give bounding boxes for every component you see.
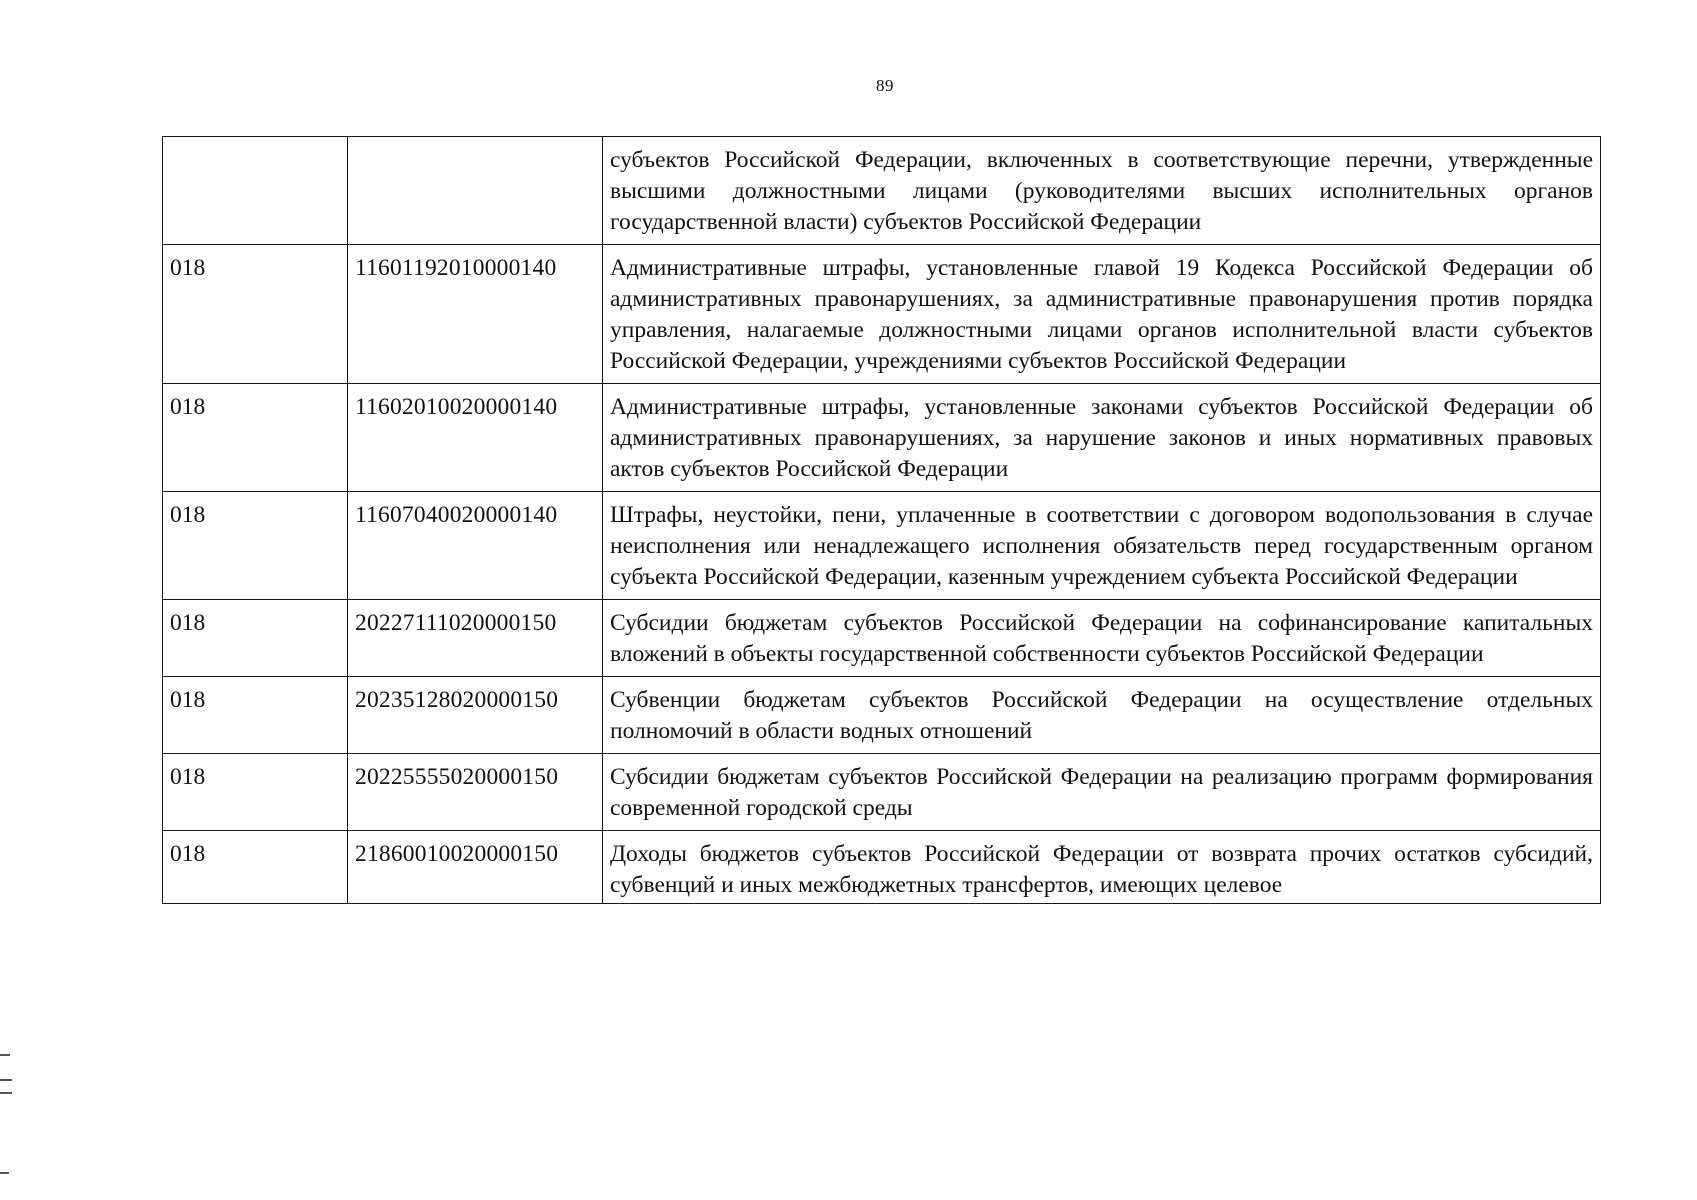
description-cell: Субсидии бюджетам субъектов Российской Федерации на софинансирование капитальных вложений в объекты государственной собственности субъектов Российской Федерации	[603, 600, 1601, 677]
description-cell: Штрафы, неустойки, пени, уплаченные в соответствии с договором водопользования в случае неисполнения или ненадлежащего исполнения обязательств перед государственным органом субъекта Российской Федерации, казенным учреждением субъекта Российской Федерации	[603, 492, 1601, 600]
admin-code-cell: 018	[163, 600, 348, 677]
table-row	[163, 384, 1601, 492]
description-cell: Административные штрафы, установленные главой 19 Кодекса Российской Федерации об административных правонарушениях, за административные правонарушения против порядка управления, налагаемые должностными лицами органов исполнительной власти субъектов Российской Федерации, учреждениями субъектов Российской Федерации	[603, 245, 1601, 384]
description-cell: субъектов Российской Федерации, включенных в соответствующие перечни, утвержденные высшими должностными лицами (руководителями высших исполнительных органов государственной власти) субъектов Российской Федерации	[603, 137, 1601, 245]
scan-edge-mark	[0, 1054, 10, 1056]
description-cell: Субвенции бюджетам субъектов Российской Федерации на осуществление отдельных полномочий в области водных отношений	[603, 677, 1601, 754]
table-row	[163, 600, 1601, 677]
description-cell: Субсидии бюджетам субъектов Российской Федерации на реализацию программ формирования современной городской среды	[603, 754, 1601, 831]
revenue-codes-table	[162, 136, 1601, 904]
budget-code-cell: 20235128020000150	[348, 677, 603, 754]
admin-code-cell: 018	[163, 245, 348, 384]
scan-edge-mark	[0, 1172, 9, 1174]
table-row	[163, 831, 1601, 904]
budget-code-cell: 20225555020000150	[348, 754, 603, 831]
page-number: 89	[876, 76, 894, 95]
table-row	[163, 492, 1601, 600]
budget-code-cell: 11601192010000140	[348, 245, 603, 384]
budget-code-cell	[348, 137, 603, 245]
admin-code-cell: 018	[163, 677, 348, 754]
budget-code-cell: 20227111020000150	[348, 600, 603, 677]
admin-code-cell: 018	[163, 384, 348, 492]
table-row	[163, 137, 1601, 245]
table-row	[163, 677, 1601, 754]
budget-code-cell: 11607040020000140	[348, 492, 603, 600]
scan-edge-mark	[0, 1079, 12, 1081]
description-text: Доходы бюджетов субъектов Российской Федерации от возврата прочих остатков субсидий, субвенций и иных межбюджетных трансфертов, имеющих целевое	[610, 841, 1593, 898]
admin-code-cell: 018	[163, 492, 348, 600]
admin-code-cell: 018	[163, 754, 348, 831]
budget-code-cell: 11602010020000140	[348, 384, 603, 492]
table-row	[163, 754, 1601, 831]
admin-code-cell: 018	[163, 831, 348, 904]
table-row	[163, 245, 1601, 384]
admin-code-cell	[163, 137, 348, 245]
description-cell: Административные штрафы, установленные законами субъектов Российской Федерации об административных правонарушениях, за нарушение законов и иных нормативных правовых актов субъектов Российской Федерации	[603, 384, 1601, 492]
budget-code-cell: 21860010020000150	[348, 831, 603, 904]
scan-edge-mark	[0, 1092, 12, 1094]
description-cell	[603, 831, 1601, 904]
